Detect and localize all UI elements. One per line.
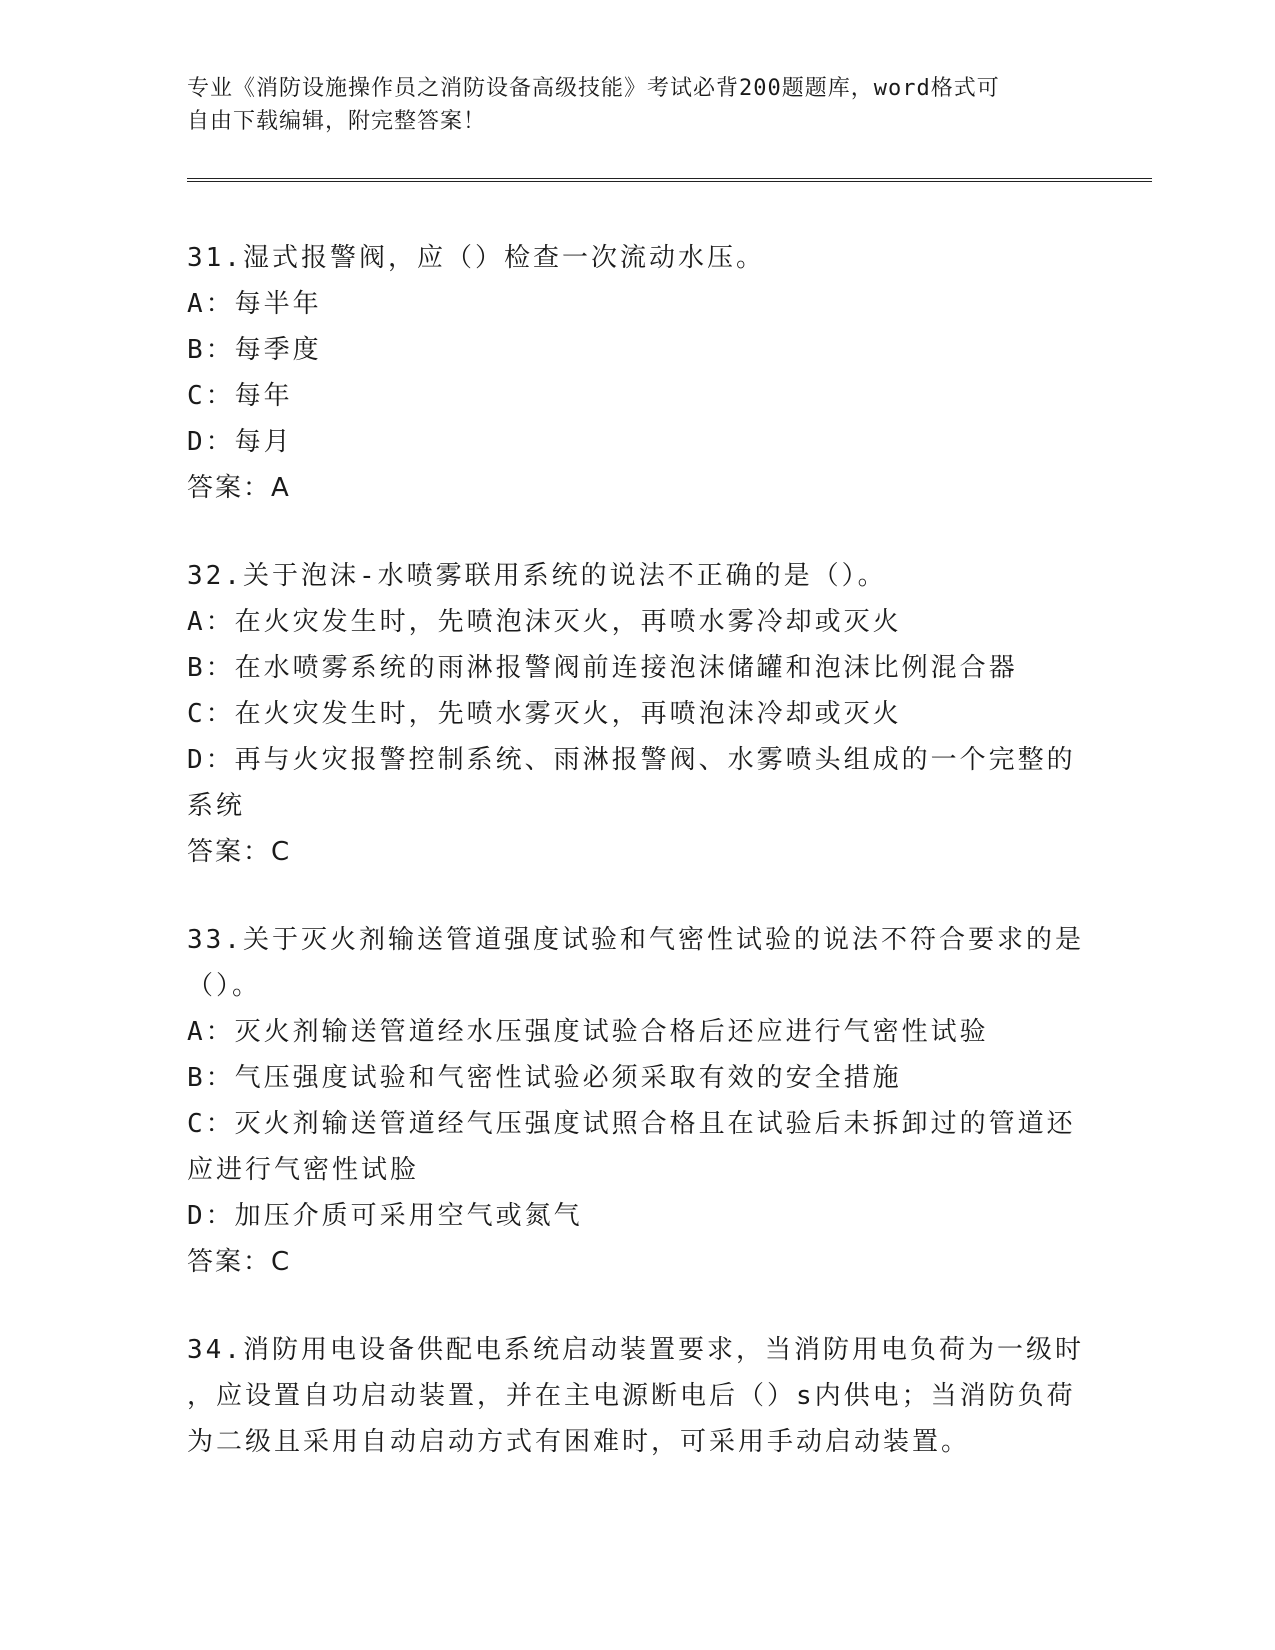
question-stem: 33.关于灭火剂输送管道强度试验和气密性试验的说法不符合要求的是 [187, 925, 1084, 955]
question-33 [187, 917, 1087, 1285]
option-c: C：每年 [187, 381, 293, 411]
question-stem: 31.湿式报警阀，应（）检查一次流动水压。 [187, 243, 765, 273]
option-b: B：在水喷雾系统的雨淋报警阀前连接泡沫储罐和泡沫比例混合器 [187, 653, 1018, 683]
question-stem-continued: ，应设置自功启动装置，并在主电源断电后（）s内供电；当消防负荷 [187, 1381, 1076, 1411]
answer: 答案：C [187, 837, 292, 867]
header-line-2: 自由下载编辑，附完整答案！ [187, 109, 487, 134]
option-c: C：灭火剂输送管道经气压强度试照合格且在试验后未拆卸过的管道还 [187, 1109, 1076, 1139]
question-stem-continued-2: 为二级且采用自动启动方式有困难时，可采用手动启动装置。 [187, 1427, 971, 1457]
question-stem: 32.关于泡沫-水喷雾联用系统的说法不正确的是（）。 [187, 561, 887, 591]
option-a: A：在火灾发生时，先喷泡沫灭火，再喷水雾冷却或灭火 [187, 607, 902, 637]
option-d: D：每月 [187, 427, 293, 457]
header-line-1: 专业《消防设施操作员之消防设备高级技能》考试必背200题题库，word格式可 [187, 76, 1000, 101]
question-31 [187, 235, 1087, 511]
option-c: C：在火灾发生时，先喷水雾灭火，再喷泡沫冷却或灭火 [187, 699, 902, 729]
option-b: B：气压强度试验和气密性试验必须采取有效的安全措施 [187, 1063, 902, 1093]
question-stem-continued: （）。 [187, 971, 262, 1001]
option-d-continued: 系统 [187, 791, 246, 821]
question-list [187, 235, 1087, 1507]
document-header [187, 72, 1067, 138]
option-b: B：每季度 [187, 335, 322, 365]
answer: 答案：A [187, 473, 291, 503]
question-stem: 34.消防用电设备供配电系统启动装置要求，当消防用电负荷为一级时 [187, 1335, 1084, 1365]
question-34 [187, 1327, 1087, 1465]
header-divider [187, 178, 1152, 182]
option-d: D：加压介质可采用空气或氮气 [187, 1201, 583, 1231]
question-32 [187, 553, 1087, 875]
option-a: A：每半年 [187, 289, 322, 319]
answer: 答案：C [187, 1247, 292, 1277]
option-a: A：灭火剂输送管道经水压强度试验合格后还应进行气密性试验 [187, 1017, 989, 1047]
option-c-continued: 应进行气密性试脸 [187, 1155, 420, 1185]
option-d: D：再与火灾报警控制系统、雨淋报警阀、水雾喷头组成的一个完整的 [187, 745, 1076, 775]
